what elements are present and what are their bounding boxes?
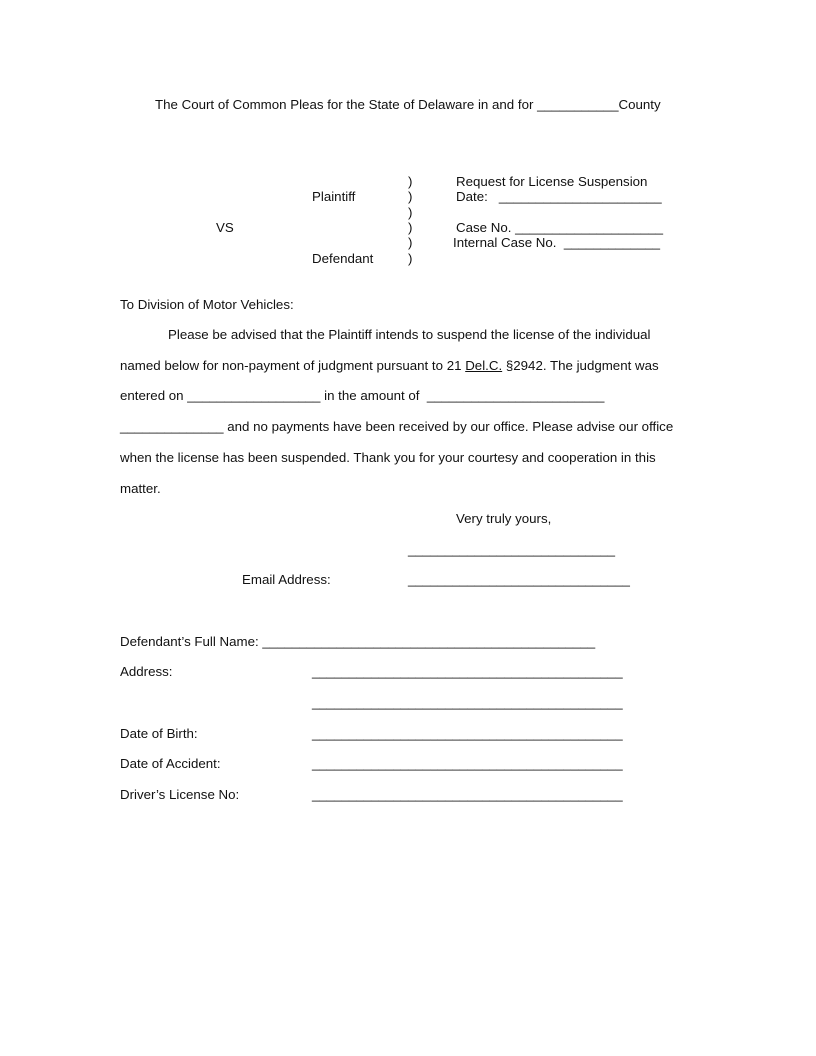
email-label: Email Address: (242, 572, 331, 587)
caption-paren-4: ) (408, 220, 413, 235)
license-no-field[interactable]: __________________________________________ (312, 787, 623, 802)
case-no-row (456, 220, 663, 236)
entered-on-label: entered on (120, 388, 184, 403)
county-suffix: County (618, 97, 661, 112)
email-field[interactable]: ______________________________ (408, 572, 630, 587)
address-field-line-2[interactable]: __________________________________________ (312, 695, 623, 710)
body-line-1: Please be advised that the Plaintiff intends to suspend the license of the individual (168, 327, 651, 342)
court-heading (155, 97, 661, 113)
address-label: Address: (120, 664, 173, 679)
case-no-label: Case No. (456, 220, 512, 235)
plaintiff-label: Plaintiff (312, 189, 356, 204)
county-blank[interactable]: ___________ (537, 97, 619, 112)
date-label: Date: (456, 189, 488, 204)
internal-case-label: Internal Case No. (453, 235, 557, 250)
caption-paren-2: ) (408, 189, 413, 204)
request-title: Request for License Suspension (456, 174, 648, 189)
caption-paren-5: ) (408, 235, 413, 250)
date-row (456, 189, 662, 205)
case-no-field[interactable]: ____________________ (515, 220, 664, 235)
dob-field[interactable]: __________________________________________ (312, 726, 623, 741)
judgment-date-field[interactable]: __________________ (187, 388, 321, 403)
address-field-line-1[interactable]: __________________________________________ (312, 664, 623, 679)
caption-paren-1: ) (408, 174, 413, 189)
judgment-amount-continued-field[interactable]: ______________ (120, 419, 224, 434)
judgment-amount-field[interactable]: ________________________ (426, 388, 605, 403)
body-line-5: when the license has been suspended. Thank you for your courtesy and cooperation in this (120, 450, 656, 465)
dob-label: Date of Birth: (120, 726, 198, 741)
full-name-row (120, 634, 595, 650)
body-line-6: matter. (120, 481, 161, 496)
date-field[interactable]: ______________________ (498, 189, 662, 204)
court-line-prefix: The Court of Common Pleas for the State of Delaware in and for (155, 97, 534, 112)
license-no-label: Driver’s License No: (120, 787, 240, 802)
body-line-2-prefix: named below for non-payment of judgment pursuant to 21 (120, 358, 462, 373)
internal-case-field[interactable]: _____________ (563, 235, 661, 250)
body-line-4 (120, 419, 673, 435)
vs-label: VS (216, 220, 234, 235)
caption-paren-3: ) (408, 205, 413, 220)
full-name-field[interactable]: _____________________________________________ (262, 634, 596, 649)
accident-date-label: Date of Accident: (120, 756, 221, 771)
body-line-4-suffix: and no payments have been received by our office. Please advise our office (227, 419, 674, 434)
full-name-label: Defendant’s Full Name: (120, 634, 259, 649)
defendant-label: Defendant (312, 251, 374, 266)
body-line-2-suffix: §2942. The judgment was (505, 358, 659, 373)
accident-date-field[interactable]: __________________________________________ (312, 756, 623, 771)
body-line-3 (120, 388, 604, 404)
signature-field[interactable]: ____________________________ (408, 542, 616, 557)
closing: Very truly yours, (456, 511, 552, 526)
amount-label: in the amount of (324, 388, 420, 403)
body-line-2 (120, 358, 659, 374)
statute-reference: Del.C. (465, 358, 503, 373)
caption-paren-6: ) (408, 251, 413, 266)
salutation: To Division of Motor Vehicles: (120, 297, 294, 312)
internal-case-row (453, 235, 660, 251)
